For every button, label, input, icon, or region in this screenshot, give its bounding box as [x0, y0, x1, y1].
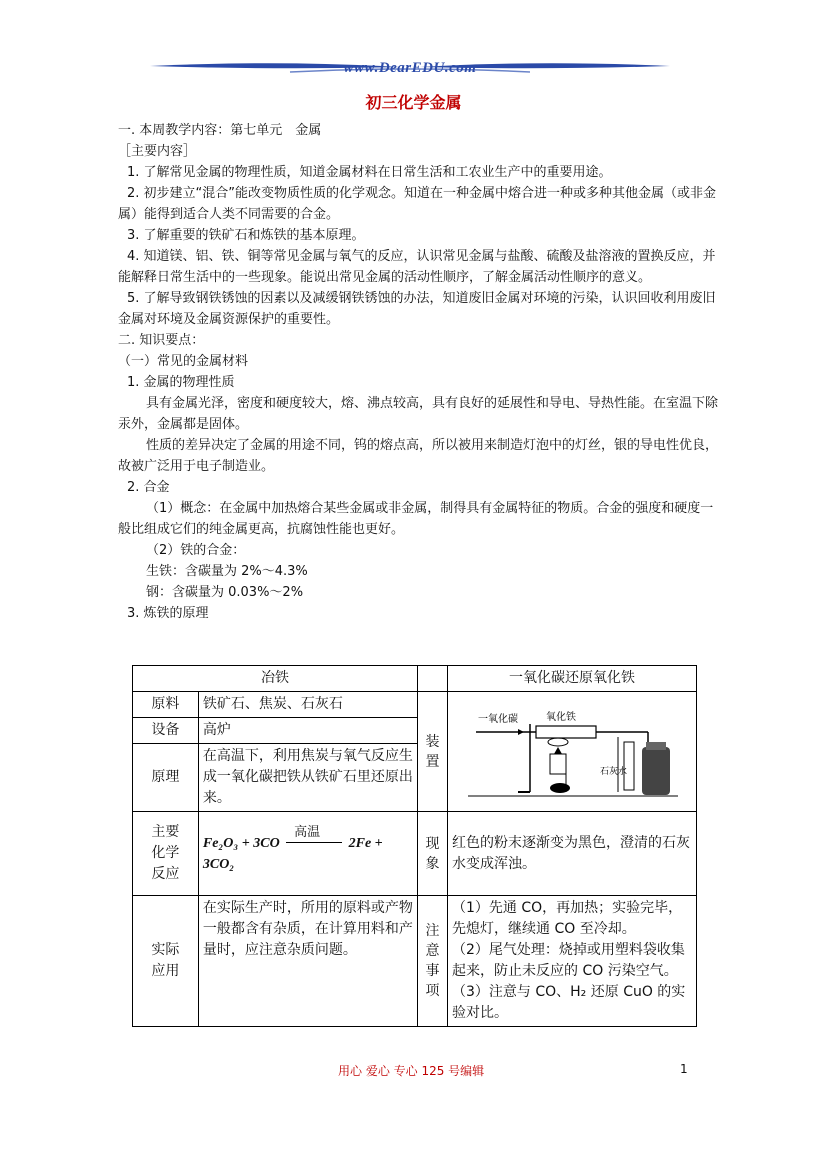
sub-heading: （一）常见的金属材料 [118, 354, 249, 369]
label-fe2o3: 氧化铁 [546, 712, 576, 723]
header-empty [418, 666, 448, 692]
paragraph: 4. 知道镁、铝、铁、铜等常见金属与氧气的反应，认识常见金属与盐酸、硫酸及盐溶液的置换反应，并能解释日常生活中的一些现象。能说出常见金属的活动性顺序，了解金属活动性顺序的意义。 [118, 249, 716, 285]
paragraph: 3. 炼铁的原理 [127, 606, 209, 621]
paragraph: （1）概念：在金属中加热熔合某些金属或非金属，制得具有金属特征的物质。合金的强度和硬度一般比组成它们的纯金属更高，抗腐蚀性能也更好。 [118, 501, 714, 537]
document-body [118, 120, 718, 624]
paragraph: 性质的差异决定了金属的用途不同，钨的熔点高，所以被用来制造灯泡中的灯丝，银的导电性优良，故被广泛用于电子制造业。 [118, 438, 719, 474]
label-lime: 石灰水 [600, 767, 628, 777]
paragraph: 1. 金属的物理性质 [127, 375, 235, 390]
row-label-equipment: 设备 [133, 718, 199, 744]
row-label-principle: 原理 [133, 744, 199, 812]
note-item: （1）先通 CO，再加热；实验完毕，先熄灯，继续通 CO 至冷却。 [452, 900, 683, 937]
page-title: 初三化学金属 [365, 93, 462, 112]
paragraph: 2. 合金 [127, 480, 170, 495]
principle-value: 在高温下，利用焦炭与氧气反应生成一氧化碳把铁从铁矿石里还原出来。 [198, 744, 417, 812]
label-apparatus: 装置 [418, 692, 448, 812]
paragraph: （2）铁的合金： [146, 543, 246, 558]
sub-heading: ［主要内容］ [118, 144, 197, 159]
label-phenomenon: 现象 [418, 812, 448, 896]
equipment-value: 高炉 [198, 718, 417, 744]
apparatus-diagram [448, 692, 697, 812]
paragraph: 5. 了解导致钢铁锈蚀的因素以及减缓钢铁锈蚀的办法，知道废旧金属对环境的污染，认识回收利用废旧金属对环境及金属资源保护的重要性。 [118, 291, 716, 327]
section-heading: 一. 本周教学内容：第七单元 金属 [118, 123, 322, 138]
site-name[interactable]: www.DearEDU.com [343, 60, 477, 76]
materials-value: 铁矿石、焦炭、石灰石 [198, 692, 417, 718]
label-co: 一氧化碳 [478, 714, 518, 725]
notes-cell [448, 896, 697, 1027]
row-label-application: 实际应用 [133, 896, 199, 1027]
page-number: 1 [680, 1062, 688, 1076]
row-label-reaction: 主要化学反应 [133, 812, 199, 896]
row-label-materials: 原料 [133, 692, 199, 718]
paragraph: 钢：含碳量为 0.03%～2% [146, 585, 304, 600]
paragraph: 3. 了解重要的铁矿石和炼铁的基本原理。 [127, 228, 365, 243]
note-item: （3）注意与 CO、H₂ 还原 CuO 的实验对比。 [452, 984, 686, 1021]
header-co-reduction: 一氧化碳还原氧化铁 [448, 666, 697, 692]
paragraph: 2. 初步建立“混合”能改变物质性质的化学观念。知道在一种金属中熔合进一种或多种其他金属（或非金属）能得到适合人类不同需要的合金。 [118, 186, 717, 222]
page-header [150, 58, 670, 82]
section-heading: 二. 知识要点： [118, 333, 205, 348]
paragraph: 1. 了解常见金属的物理性质，知道金属材料在日常生活和工农业生产中的重要用途。 [127, 165, 612, 180]
reaction-condition: 高温 [294, 824, 321, 840]
apparatus-icon [448, 692, 693, 804]
application-value: 在实际生产时，所用的原料或产物一般都含有杂质，在计算用料和产量时，应注意杂质问题。 [198, 896, 417, 1027]
header-smelting: 冶铁 [133, 666, 418, 692]
phenomenon-value: 红色的粉末逐渐变为黑色，澄清的石灰水变成浑浊。 [448, 812, 697, 896]
label-notes: 注意事项 [418, 896, 448, 1027]
paragraph: 具有金属光泽，密度和硬度较大，熔、沸点较高，具有良好的延展性和导电、导热性能。在室温下除汞外，金属都是固体。 [118, 396, 719, 432]
paragraph: 生铁：含碳量为 2%～4.3% [146, 564, 308, 579]
footer-text: 用心 爱心 专心 125 号编辑 [338, 1064, 485, 1078]
iron-smelting-table [132, 665, 697, 1027]
reaction-equation: Fe₂O₃ + 3CO 高温 2Fe + 3CO₂ [198, 812, 417, 896]
note-item: （2）尾气处理：烧掉或用塑料袋收集起来，防止未反应的 CO 污染空气。 [452, 942, 685, 979]
